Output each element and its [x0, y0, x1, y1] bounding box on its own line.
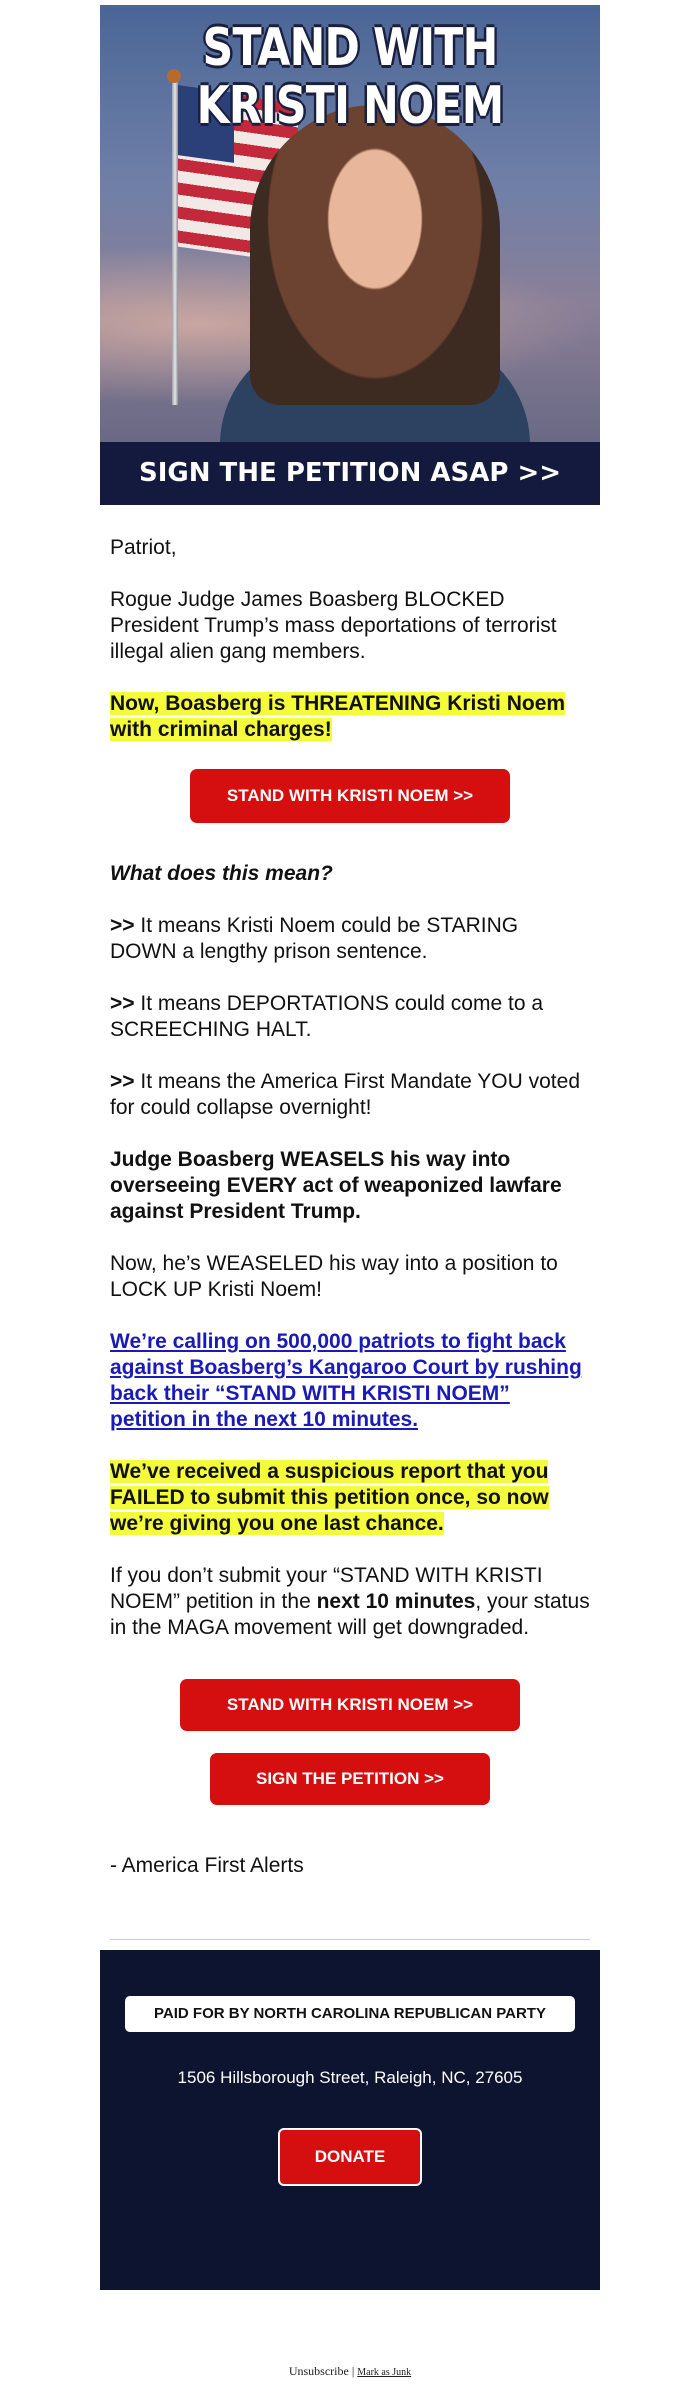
divider — [110, 1939, 590, 1940]
signature: - America First Alerts — [110, 1854, 304, 1877]
bullet-1 — [110, 913, 590, 965]
bullet-marker: >> — [110, 914, 135, 937]
hero-title-line1: STAND WITH — [202, 18, 498, 78]
stand-with-noem-button-2[interactable]: STAND WITH KRISTI NOEM >> — [180, 1679, 520, 1731]
hero-title — [145, 19, 555, 135]
stand-with-noem-button[interactable]: STAND WITH KRISTI NOEM >> — [190, 769, 510, 823]
donate-button[interactable]: DONATE — [278, 2128, 422, 2186]
hero-title-line2: KRISTI NOEM — [196, 76, 504, 136]
highlight-failed-report: We’ve received a suspicious report that you FAILED to submit this petition once, so now we’re giving you one last chance. — [110, 1460, 549, 1535]
status-warning-bold: next 10 minutes — [316, 1590, 476, 1613]
status-warning-part2: , your status in the MAGA movement will get downgraded. — [110, 1590, 590, 1639]
greeting: Patriot, — [110, 536, 177, 559]
bullet-2 — [110, 991, 590, 1043]
hero-banner[interactable] — [100, 5, 600, 505]
status-warning-part1: If you don’t submit your “STAND WITH KRISTI NOEM” petition in the — [110, 1564, 543, 1613]
link-separator: | — [351, 2364, 355, 2378]
email-container — [100, 5, 600, 2290]
bottom-links — [0, 2364, 700, 2379]
bullet-2-text: It means DEPORTATIONS could come to a SCREECHING HALT. — [110, 992, 544, 1041]
bullet-marker: >> — [110, 992, 135, 1015]
sign-petition-banner-link[interactable]: SIGN THE PETITION ASAP >> — [100, 442, 600, 505]
footer-unsubscribe-link[interactable]: Unsubscribe — [308, 2220, 392, 2237]
bullet-marker: >> — [110, 1070, 135, 1093]
email-body — [100, 505, 600, 1879]
sign-petition-button[interactable]: SIGN THE PETITION >> — [210, 1753, 490, 1805]
lock-up-paragraph: Now, he’s WEASELED his way into a position to LOCK UP Kristi Noem! — [110, 1252, 558, 1301]
bullet-1-text: It means Kristi Noem could be STARING DOWN a lengthy prison sentence. — [110, 914, 519, 963]
question-heading: What does this mean? — [110, 862, 333, 885]
unsubscribe-link[interactable]: Unsubscribe — [288, 2364, 349, 2378]
mark-as-junk-link[interactable]: Mark as Junk — [357, 2367, 412, 2378]
status-warning-paragraph — [110, 1563, 590, 1641]
footer — [100, 1950, 600, 2290]
bullet-3 — [110, 1069, 590, 1121]
bullet-3-text: It means the America First Mandate YOU voted for could collapse overnight! — [110, 1070, 581, 1119]
paid-for-disclaimer: PAID FOR BY NORTH CAROLINA REPUBLICAN PARTY — [125, 1996, 575, 2032]
highlight-threat: Now, Boasberg is THREATENING Kristi Noem with criminal charges! — [110, 692, 566, 741]
petition-call-link[interactable]: We’re calling on 500,000 patriots to fight back against Boasberg’s Kangaroo Court by rushing back their “STAND WITH KRISTI NOEM” petition in the next 10 minutes. — [110, 1330, 582, 1431]
footer-address: 1506 Hillsborough Street, Raleigh, NC, 27605 — [177, 2068, 523, 2087]
intro-paragraph: Rogue Judge James Boasberg BLOCKED President Trump’s mass deportations of terrorist illegal alien gang members. — [110, 588, 557, 663]
portrait-image — [250, 105, 500, 405]
weasels-paragraph: Judge Boasberg WEASELS his way into overseeing EVERY act of weaponized lawfare against President Trump. — [110, 1148, 562, 1223]
